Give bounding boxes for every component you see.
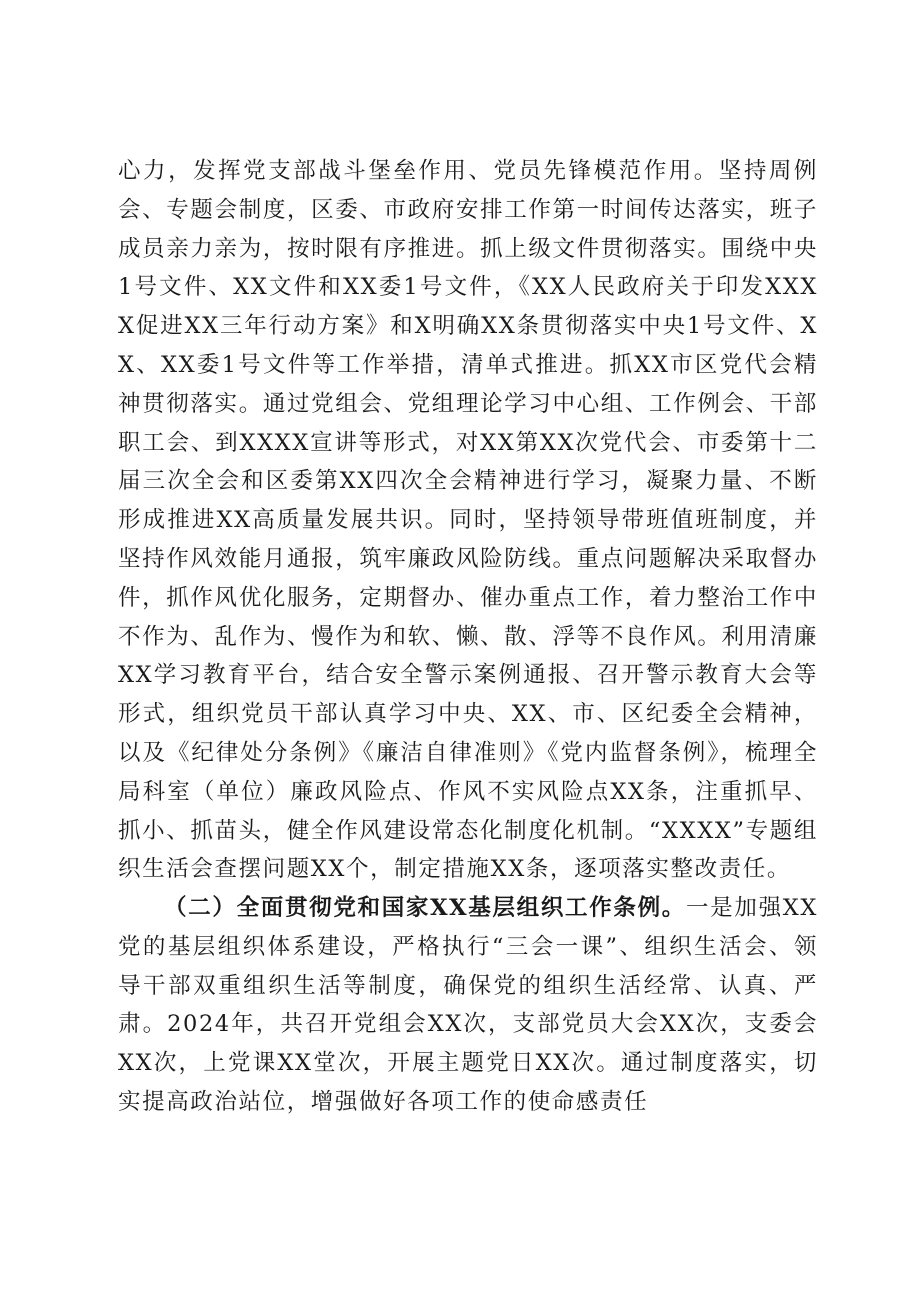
body-paragraph-1: 心力，发挥党支部战斗堡垒作用、党员先锋模范作用。坚持周例会、专题会制度，区委、市政府安排工作第一时间传达落实，班子成员亲力亲为，按时限有序推进。抓上级文件贯彻落实。围绕中央1号文件、XX文件和XX委1号文件，《XX人民政府关于印发XXXX促进XX三年行动方案》和X明确XX条贯彻落实中央1号文件、XX、XX委1号文件等工作举措，清单式推进。抓XX市区党代会精神贯彻落实。通过党组会、党组理论学习中心组、工作例会、干部职工会、到XXXX宣讲等形式，对XX第XX次党代会、市委第十二届三次全会和区委第XX四次全会精神进行学习，凝聚力量、不断形成推进XX高质量发展共识。同时，坚持领导带班值班制度，并坚持作风效能月通报，筑牢廉政风险防线。重点问题解决采取督办件，抓作风优化服务，定期督办、催办重点工作，着力整治工作中不作为、乱作为、慢作为和软、懒、散、浮等不良作风。利用清廉XX学习教育平台，结合安全警示案例通报、召开警示教育大会等形式，组织党员干部认真学习中央、XX、市、区纪委全会精神，以及《纪律处分条例》《廉洁自律准则》《党内监督条例》，梳理全局科室（单位）廉政风险点、作风不实风险点XX条，注重抓早、抓小、抓苗头，健全作风建设常态化制度化机制。“XXXX”专题组织生活会查摆问题XX个，制定措施XX条，逐项落实整改责任。 <box>118 158 818 883</box>
body-paragraph-2 <box>118 889 818 1122</box>
section-heading: （二）全面贯彻党和国家XX基层组织工作条例。 <box>164 895 686 921</box>
section-body-text: 一是加强XX党的基层组织体系建设，严格执行“三会一课”、组织生活会、领导干部双重组织生活等制度，确保党的组织生活经常、认真、严肃。2024年，共召开党组会XX次，支部党员大会XX次，支委会XX次，上党课XX堂次，开展主题党日XX次。通过制度落实，切实提高政治站位，增强做好各项工作的使命感责任 <box>118 895 818 1115</box>
